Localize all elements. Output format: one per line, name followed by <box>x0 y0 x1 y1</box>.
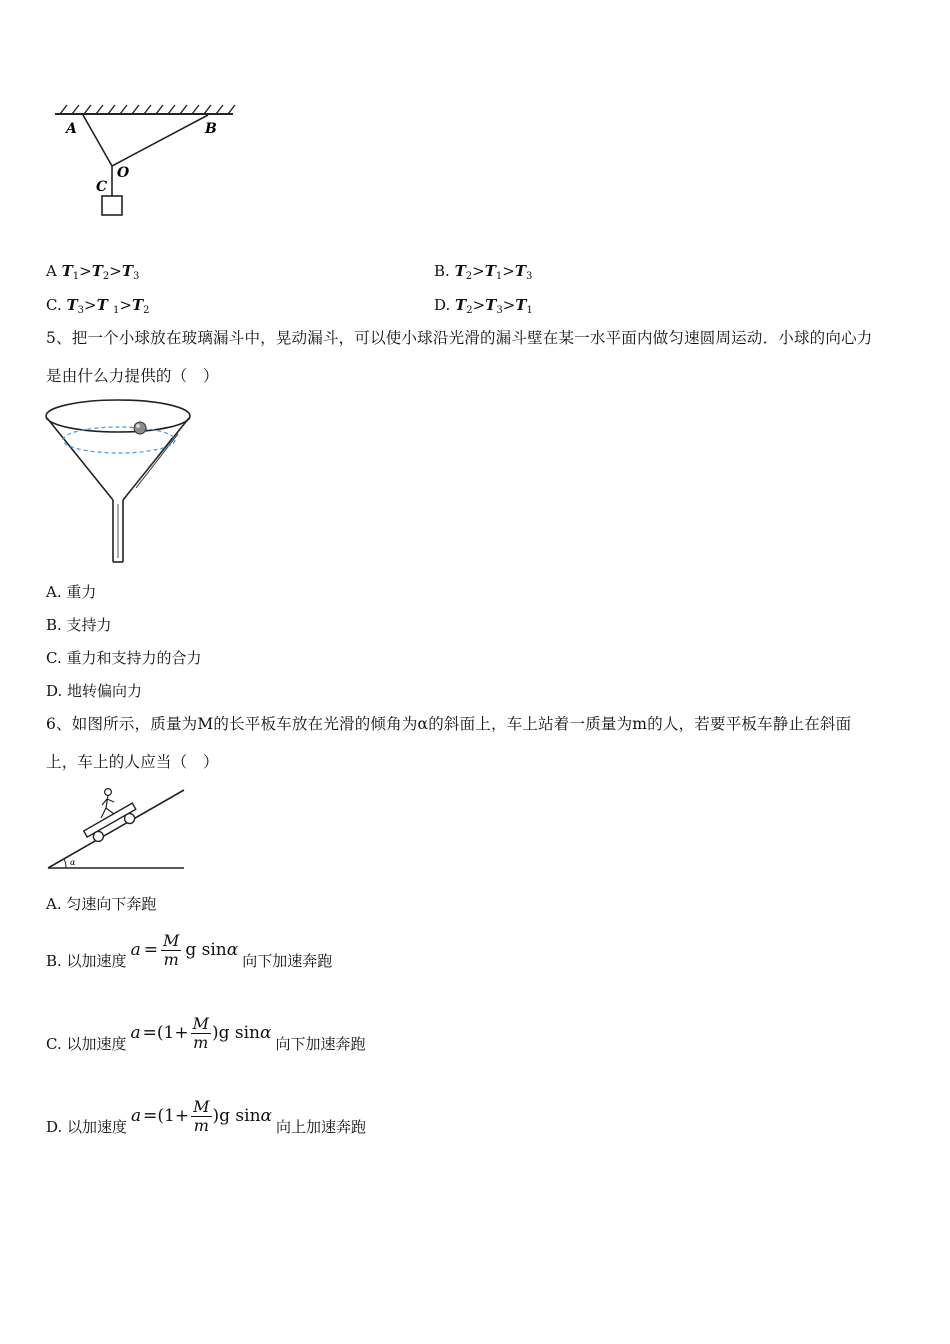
gt-sign: > <box>502 262 515 280</box>
formula <box>131 932 239 969</box>
gt-sign: > <box>84 296 97 314</box>
subscript: 1 <box>495 271 503 282</box>
q5-option-a: A. 重力 <box>46 583 97 601</box>
option-prefix: D. 以加速度 <box>46 1118 128 1136</box>
numerator: M <box>193 1096 210 1116</box>
option-suffix: 向下加速奔跑 <box>275 1035 366 1053</box>
subscript: 3 <box>77 305 85 316</box>
option-prefix: C. <box>46 296 67 314</box>
t-symbol: T <box>61 262 73 280</box>
subscript: 2 <box>102 271 110 282</box>
var-a: a <box>130 940 141 960</box>
t-symbol: T <box>455 296 467 314</box>
fraction <box>191 1098 211 1135</box>
gt-sign: > <box>109 262 122 280</box>
subscript: 3 <box>525 271 533 282</box>
subscript: 2 <box>465 271 473 282</box>
var-a: a <box>130 1023 141 1043</box>
fraction <box>161 932 181 969</box>
g-sin: g sin <box>185 940 227 960</box>
t-symbol: T <box>131 296 144 314</box>
t-symbol: T <box>485 296 497 314</box>
subscript: 1 <box>72 271 80 282</box>
option-suffix: 向下加速奔跑 <box>242 952 333 970</box>
label-o: O <box>117 165 130 181</box>
q4-option-c <box>46 295 150 321</box>
option-prefix: A <box>46 262 62 280</box>
option-prefix: B. 以加速度 <box>46 952 127 970</box>
label-c: C <box>96 179 108 195</box>
subscript: 1 <box>113 305 120 316</box>
denominator: m <box>193 1115 209 1135</box>
pulley-triangle-figure <box>50 100 240 225</box>
subscript: 2 <box>143 305 150 316</box>
t-symbol: T <box>91 262 103 280</box>
formula <box>131 1098 272 1135</box>
q4-option-d <box>434 295 533 321</box>
q5-stem-line1: 5、把一个小球放在玻璃漏斗中，晃动漏斗，可以使小球沿光滑的漏斗壁在某一水平面内做匀速圆周运动．小球的向心力 <box>46 329 873 347</box>
t-symbol: T <box>96 296 113 314</box>
gt-sign: > <box>119 296 132 314</box>
formula <box>130 1015 271 1052</box>
q4-option-a <box>46 261 139 287</box>
t-symbol: T <box>454 262 466 280</box>
equals: =(1+ <box>143 1106 190 1126</box>
label-a: A <box>66 121 77 137</box>
q5-option-d: D. 地转偏向力 <box>46 682 143 700</box>
denominator: m <box>163 949 179 969</box>
alpha: α <box>259 1023 272 1043</box>
q5-option-c: C. 重力和支持力的合力 <box>46 649 202 667</box>
g-sin: )g sin <box>211 1023 260 1043</box>
fraction <box>191 1015 211 1052</box>
q4-option-b <box>434 261 532 287</box>
equals: =(1+ <box>142 1023 189 1043</box>
option-prefix: D. <box>434 296 456 314</box>
q6-option-a: A. 匀速向下奔跑 <box>46 895 157 913</box>
q5-option-b: B. 支持力 <box>46 616 112 634</box>
gt-sign: > <box>79 262 92 280</box>
angle-label: α <box>70 858 76 867</box>
subscript: 2 <box>466 305 473 316</box>
q6-stem-line1: 6、如图所示，质量为M的长平板车放在光滑的倾角为α的斜面上，车上站着一质量为m的人，若要平板车静止在斜面 <box>46 715 852 733</box>
q6-option-d <box>46 1092 366 1140</box>
g-sin: )g sin <box>212 1106 261 1126</box>
gt-sign: > <box>472 262 485 280</box>
alpha: α <box>226 940 239 960</box>
subscript: 3 <box>496 305 503 316</box>
subscript: 3 <box>133 271 140 282</box>
equals: = <box>143 940 158 960</box>
t-symbol: T <box>484 262 496 280</box>
funnel-figure <box>44 396 194 568</box>
alpha: α <box>260 1106 273 1126</box>
numerator: M <box>162 930 180 950</box>
gt-sign: > <box>472 296 486 314</box>
t-symbol: T <box>66 296 78 314</box>
numerator: M <box>192 1013 209 1033</box>
gt-sign: > <box>502 296 516 314</box>
incline-cart-figure <box>44 782 190 872</box>
t-symbol: T <box>121 262 134 280</box>
q6-option-b <box>46 926 332 974</box>
option-suffix: 向上加速奔跑 <box>276 1118 367 1136</box>
var-a: a <box>131 1106 142 1126</box>
t-symbol: T <box>515 296 527 314</box>
denominator: m <box>193 1032 209 1052</box>
option-prefix: B. <box>434 262 455 280</box>
t-symbol: T <box>514 262 526 280</box>
q5-stem-line2: 是由什么力提供的（ ） <box>46 367 219 385</box>
subscript: 1 <box>526 305 533 316</box>
q6-option-c <box>46 1009 365 1057</box>
q6-stem-line2: 上，车上的人应当（ ） <box>46 753 219 771</box>
label-b: B <box>205 121 217 137</box>
option-prefix: C. 以加速度 <box>46 1035 127 1053</box>
